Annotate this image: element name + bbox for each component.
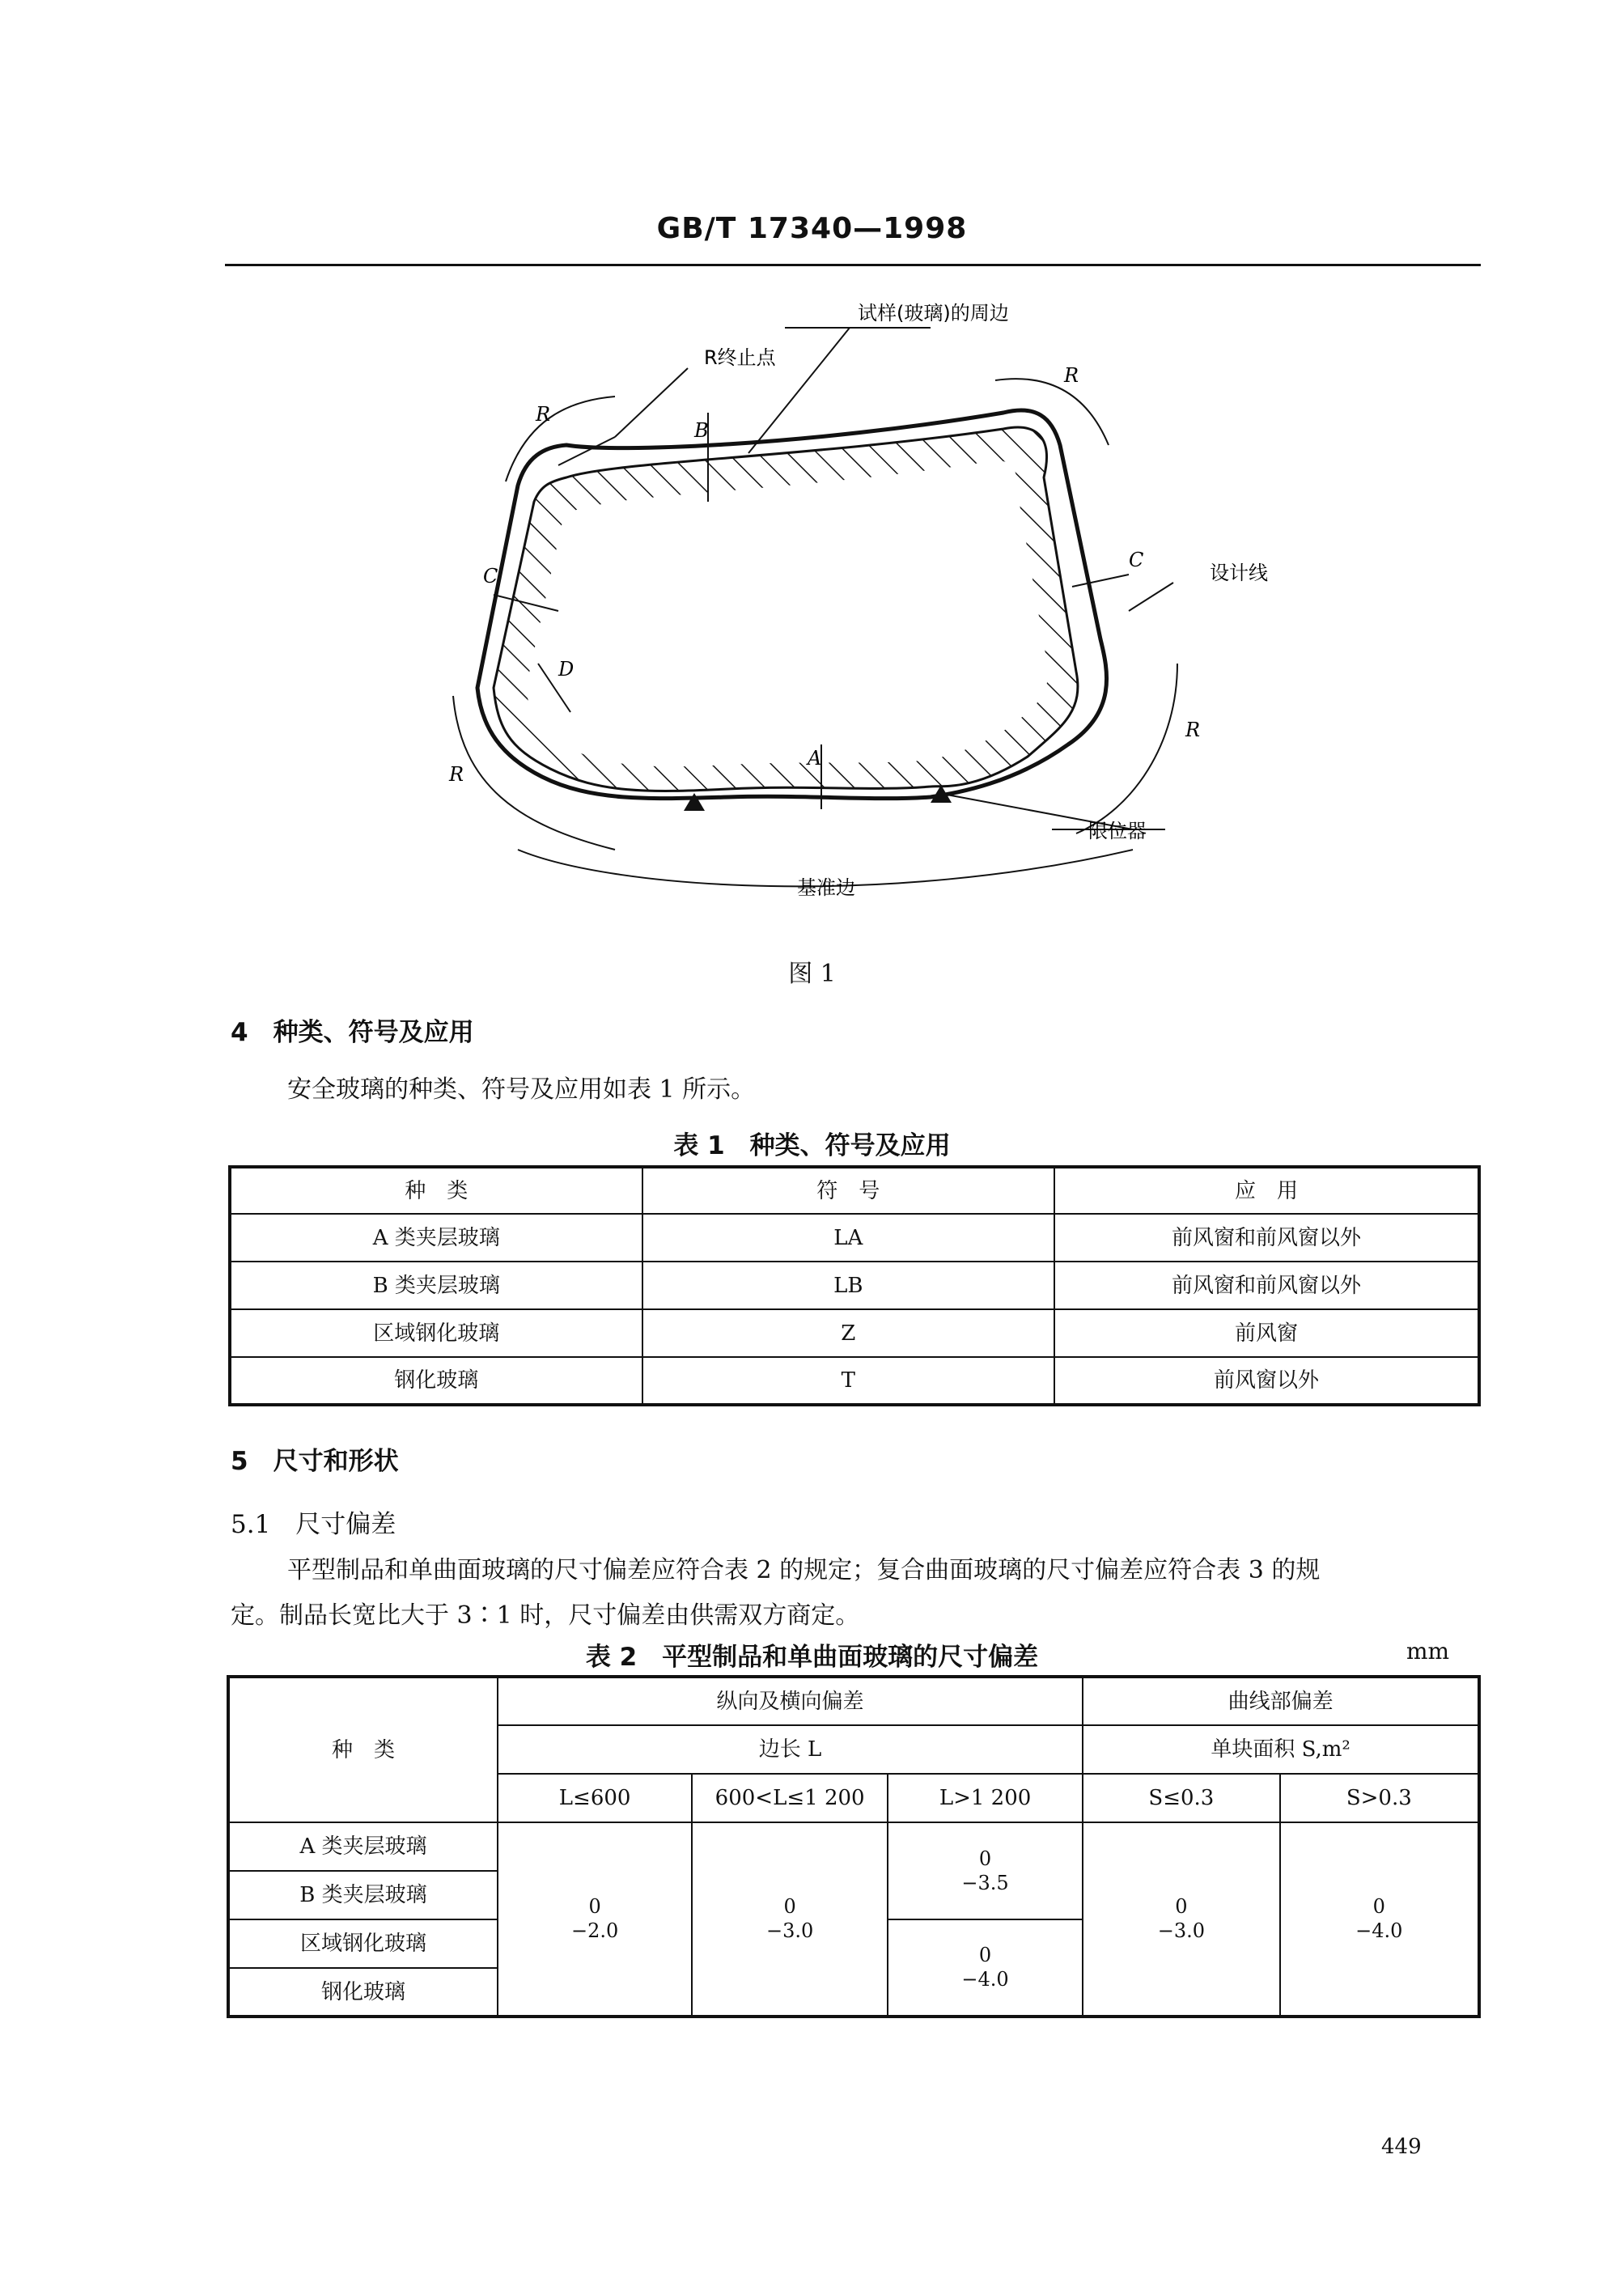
header-rule [225, 264, 1481, 266]
table-2-caption: 表 2 平型制品和单曲面玻璃的尺寸偏差 [585, 1643, 1039, 1672]
table-1-cell: LB [642, 1262, 1055, 1309]
table-1-cell: Z [642, 1309, 1055, 1357]
table-2-value-gt1200-tempered [888, 1919, 1083, 2017]
label-r-top-left: R [536, 403, 551, 426]
section-5-title: 5 尺寸和形状 [231, 1447, 399, 1476]
value-lower: −3.0 [765, 1919, 814, 1942]
table-2-header-area: 单块面积 S,m² [1083, 1725, 1479, 1774]
label-b: B [694, 419, 709, 442]
table-2-unit: mm [1406, 1638, 1450, 1665]
label-design-line: 设计线 [1210, 562, 1268, 584]
value-upper: 0 [588, 1895, 601, 1918]
hatched-band [494, 427, 1078, 791]
table-1-cell: 前风窗以外 [1054, 1357, 1479, 1405]
table-1-cell: 前风窗和前风窗以外 [1054, 1214, 1479, 1262]
table-2-value-s-gt03 [1280, 1822, 1479, 2017]
table-2-kind: 钢化玻璃 [228, 1968, 498, 2017]
table-1-header-kind: 种 类 [230, 1167, 642, 1214]
table-1-cell: LA [642, 1214, 1055, 1262]
limiter-marker-left [684, 793, 705, 811]
table-2-header-kind: 种 类 [228, 1677, 498, 1822]
table-2-header-longitudinal: 纵向及横向偏差 [498, 1677, 1083, 1725]
value-lower: −3.0 [1157, 1919, 1206, 1942]
table-2-subhead: 600<L≤1 200 [692, 1774, 888, 1822]
table-2-value-s-le03 [1083, 1822, 1279, 2017]
table-2-subhead: S>0.3 [1280, 1774, 1479, 1822]
table-1-cell: A 类夹层玻璃 [230, 1214, 642, 1262]
value-lower: −2.0 [570, 1919, 619, 1942]
label-r-bottom-right: R [1185, 719, 1201, 741]
table-1 [228, 1165, 1481, 1406]
table-2-value-le600 [498, 1822, 692, 2017]
table-1-cell: B 类夹层玻璃 [230, 1262, 642, 1309]
table-2-value-gt1200-laminated [888, 1822, 1083, 1919]
table-2-subhead: L>1 200 [888, 1774, 1083, 1822]
value-lower: −4.0 [1355, 1919, 1403, 1942]
label-d: D [558, 658, 575, 681]
table-1-cell: 前风窗 [1054, 1309, 1479, 1357]
table-1-cell: 钢化玻璃 [230, 1357, 642, 1405]
label-c-left: C [483, 565, 498, 587]
table-2-value-600-1200 [692, 1822, 888, 2017]
table-row [230, 1214, 1479, 1262]
section-4-intro: 安全玻璃的种类、符号及应用如表 1 所示。 [287, 1075, 756, 1104]
table-2-subhead: S≤0.3 [1083, 1774, 1279, 1822]
table-2-kind: 区域钢化玻璃 [228, 1919, 498, 1968]
table-1-cell: 区域钢化玻璃 [230, 1309, 642, 1357]
value-upper: 0 [978, 1847, 992, 1870]
page-number: 449 [1381, 2135, 1422, 2159]
value-lower: −3.5 [961, 1871, 1009, 1894]
value-upper: 0 [1372, 1895, 1385, 1918]
value-upper: 0 [783, 1895, 796, 1918]
table-row [228, 1822, 1479, 1871]
section-4-title: 4 种类、符号及应用 [231, 1018, 474, 1047]
table-row [230, 1357, 1479, 1405]
table-2-header-curve: 曲线部偏差 [1083, 1677, 1479, 1725]
figure-1-diagram [0, 291, 1624, 939]
table-2-kind: A 类夹层玻璃 [228, 1822, 498, 1871]
table-1-caption: 表 1 种类、符号及应用 [673, 1131, 951, 1160]
table-row [230, 1309, 1479, 1357]
label-limiter: 限位器 [1088, 820, 1147, 842]
label-a: A [808, 747, 822, 770]
section-5-1-para-line1: 平型制品和单曲面玻璃的尺寸偏差应符合表 2 的规定；复合曲面玻璃的尺寸偏差应符合表 3 的规 [287, 1556, 1321, 1584]
figure-caption: 图 1 [788, 960, 836, 988]
label-reference-edge: 基准边 [797, 876, 855, 899]
table-2 [227, 1675, 1481, 2018]
table-1-header-application: 应 用 [1054, 1167, 1479, 1214]
value-upper: 0 [978, 1944, 992, 1966]
table-2-header-side-length: 边长 L [498, 1725, 1083, 1774]
value-upper: 0 [1175, 1895, 1188, 1918]
table-2-kind: B 类夹层玻璃 [228, 1871, 498, 1919]
table-1-header-symbol: 符 号 [642, 1167, 1055, 1214]
table-2-subhead: L≤600 [498, 1774, 692, 1822]
table-row [230, 1262, 1479, 1309]
table-1-cell: T [642, 1357, 1055, 1405]
label-r-top-right: R [1064, 364, 1079, 387]
value-lower: −4.0 [961, 1968, 1009, 1991]
table-1-cell: 前风窗和前风窗以外 [1054, 1262, 1479, 1309]
section-5-1-title: 5.1 尺寸偏差 [231, 1510, 396, 1539]
standard-code: GB/T 17340—1998 [656, 212, 968, 245]
label-c-right: C [1129, 549, 1144, 571]
label-sample-edge: 试样(玻璃)的周边 [858, 302, 1009, 324]
label-r-bottom-left: R [449, 763, 464, 786]
label-r-end-point: R终止点 [704, 346, 776, 369]
section-5-1-para-line2: 定。制品长宽比大于 3∶1 时，尺寸偏差由供需双方商定。 [231, 1601, 860, 1630]
